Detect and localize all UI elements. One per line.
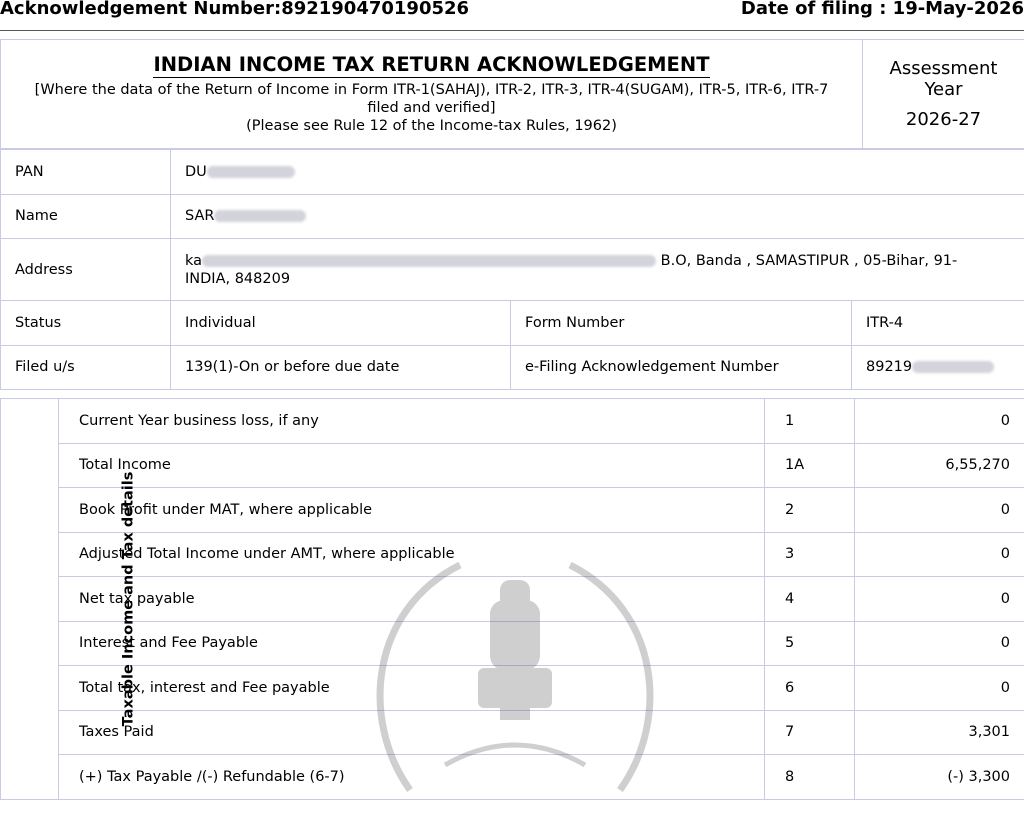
- tax-row: [1, 488, 1024, 533]
- filed-verified-line: filed and verified]: [367, 100, 496, 116]
- name-row: [1, 194, 1024, 239]
- address-line-2: INDIA, 848209: [185, 270, 291, 287]
- document-header: [0, 0, 1024, 31]
- row-number: 4: [765, 577, 855, 622]
- row-number: 6: [765, 666, 855, 711]
- row-description: Interest and Fee Payable: [59, 621, 765, 666]
- row-description: Net tax payable: [59, 577, 765, 622]
- row-amount: (-) 3,300: [855, 755, 1024, 800]
- filed-us-row: [1, 345, 1024, 390]
- section-label: Taxable Income and Tax details: [120, 471, 137, 727]
- row-number: 5: [765, 621, 855, 666]
- name-label: Name: [1, 194, 171, 239]
- tax-row: [1, 710, 1024, 755]
- row-description: Current Year business loss, if any: [59, 399, 765, 444]
- tax-row: [1, 443, 1024, 488]
- address-start: ka: [185, 252, 203, 269]
- efiling-ack-label: e-Filing Acknowledgement Number: [511, 345, 852, 390]
- title-block: [0, 39, 1024, 149]
- row-description: Taxes Paid: [59, 710, 765, 755]
- title-cell: [1, 40, 863, 149]
- row-number: 1: [765, 399, 855, 444]
- tax-details-table: [0, 398, 1024, 800]
- row-amount: 0: [855, 532, 1024, 577]
- pan-row: [1, 150, 1024, 195]
- pan-value-cell: [171, 150, 1024, 195]
- pan-value: DU: [185, 163, 207, 180]
- tax-row: [1, 532, 1024, 577]
- address-rest: B.O, Banda , SAMASTIPUR , 05-Bihar, 91-: [656, 252, 958, 269]
- row-description: (+) Tax Payable /(-) Refundable (6-7): [59, 755, 765, 800]
- status-value: Individual: [171, 301, 511, 346]
- assessment-year-label-1: Assessment: [889, 58, 998, 79]
- tax-row: [1, 755, 1024, 800]
- filed-us-value: 139(1)-On or before due date: [171, 345, 511, 390]
- address-row: [1, 239, 1024, 301]
- filed-us-label: Filed u/s: [1, 345, 171, 390]
- tax-row: [1, 621, 1024, 666]
- status-row: [1, 301, 1024, 346]
- efiling-ack-value-cell: [852, 345, 1024, 390]
- acknowledgement-number: Acknowledgement Number:892190470190526: [0, 0, 470, 19]
- form-list-line: [Where the data of the Return of Income in Form ITR-1(SAHAJ), ITR-2, ITR-3, ITR-4(SUGAM), ITR-5, ITR-6, ITR-7: [34, 82, 829, 98]
- row-number: 7: [765, 710, 855, 755]
- row-number: 8: [765, 755, 855, 800]
- status-label: Status: [1, 301, 171, 346]
- row-amount: 0: [855, 666, 1024, 711]
- row-amount: 0: [855, 399, 1024, 444]
- row-amount: 6,55,270: [855, 443, 1024, 488]
- redaction-blur: [214, 210, 306, 222]
- address-label: Address: [1, 239, 171, 301]
- row-description: Adjusted Total Income under AMT, where applicable: [59, 532, 765, 577]
- name-value: SAR: [185, 208, 215, 225]
- row-amount: 3,301: [855, 710, 1024, 755]
- row-amount: 0: [855, 621, 1024, 666]
- tax-row: [1, 577, 1024, 622]
- redaction-blur: [202, 255, 656, 267]
- row-description: Total tax, interest and Fee payable: [59, 666, 765, 711]
- row-description: Book Profit under MAT, where applicable: [59, 488, 765, 533]
- row-number: 3: [765, 532, 855, 577]
- taxpayer-info-table: [0, 149, 1024, 390]
- tax-row: [1, 399, 1024, 444]
- rule-line: (Please see Rule 12 of the Income-tax Rules, 1962): [246, 118, 617, 134]
- row-description: Total Income: [59, 443, 765, 488]
- name-value-cell: [171, 194, 1024, 239]
- document-title: INDIAN INCOME TAX RETURN ACKNOWLEDGEMENT: [153, 53, 710, 76]
- assessment-year-cell: [863, 40, 1024, 149]
- row-number: 1A: [765, 443, 855, 488]
- address-value-cell: [171, 239, 1024, 301]
- row-number: 2: [765, 488, 855, 533]
- assessment-year-label-2: Year: [924, 79, 963, 100]
- pan-label: PAN: [1, 150, 171, 195]
- date-of-filing: Date of filing : 19-May-2026: [740, 0, 1024, 19]
- tax-row: [1, 666, 1024, 711]
- redaction-blur: [207, 166, 295, 178]
- row-amount: 0: [855, 577, 1024, 622]
- assessment-year-value: 2026-27: [905, 109, 982, 130]
- efiling-ack-value: 89219: [866, 359, 913, 376]
- row-amount: 0: [855, 488, 1024, 533]
- form-number-label: Form Number: [511, 301, 852, 346]
- form-number-value: ITR-4: [852, 301, 1024, 346]
- redaction-blur: [912, 361, 994, 373]
